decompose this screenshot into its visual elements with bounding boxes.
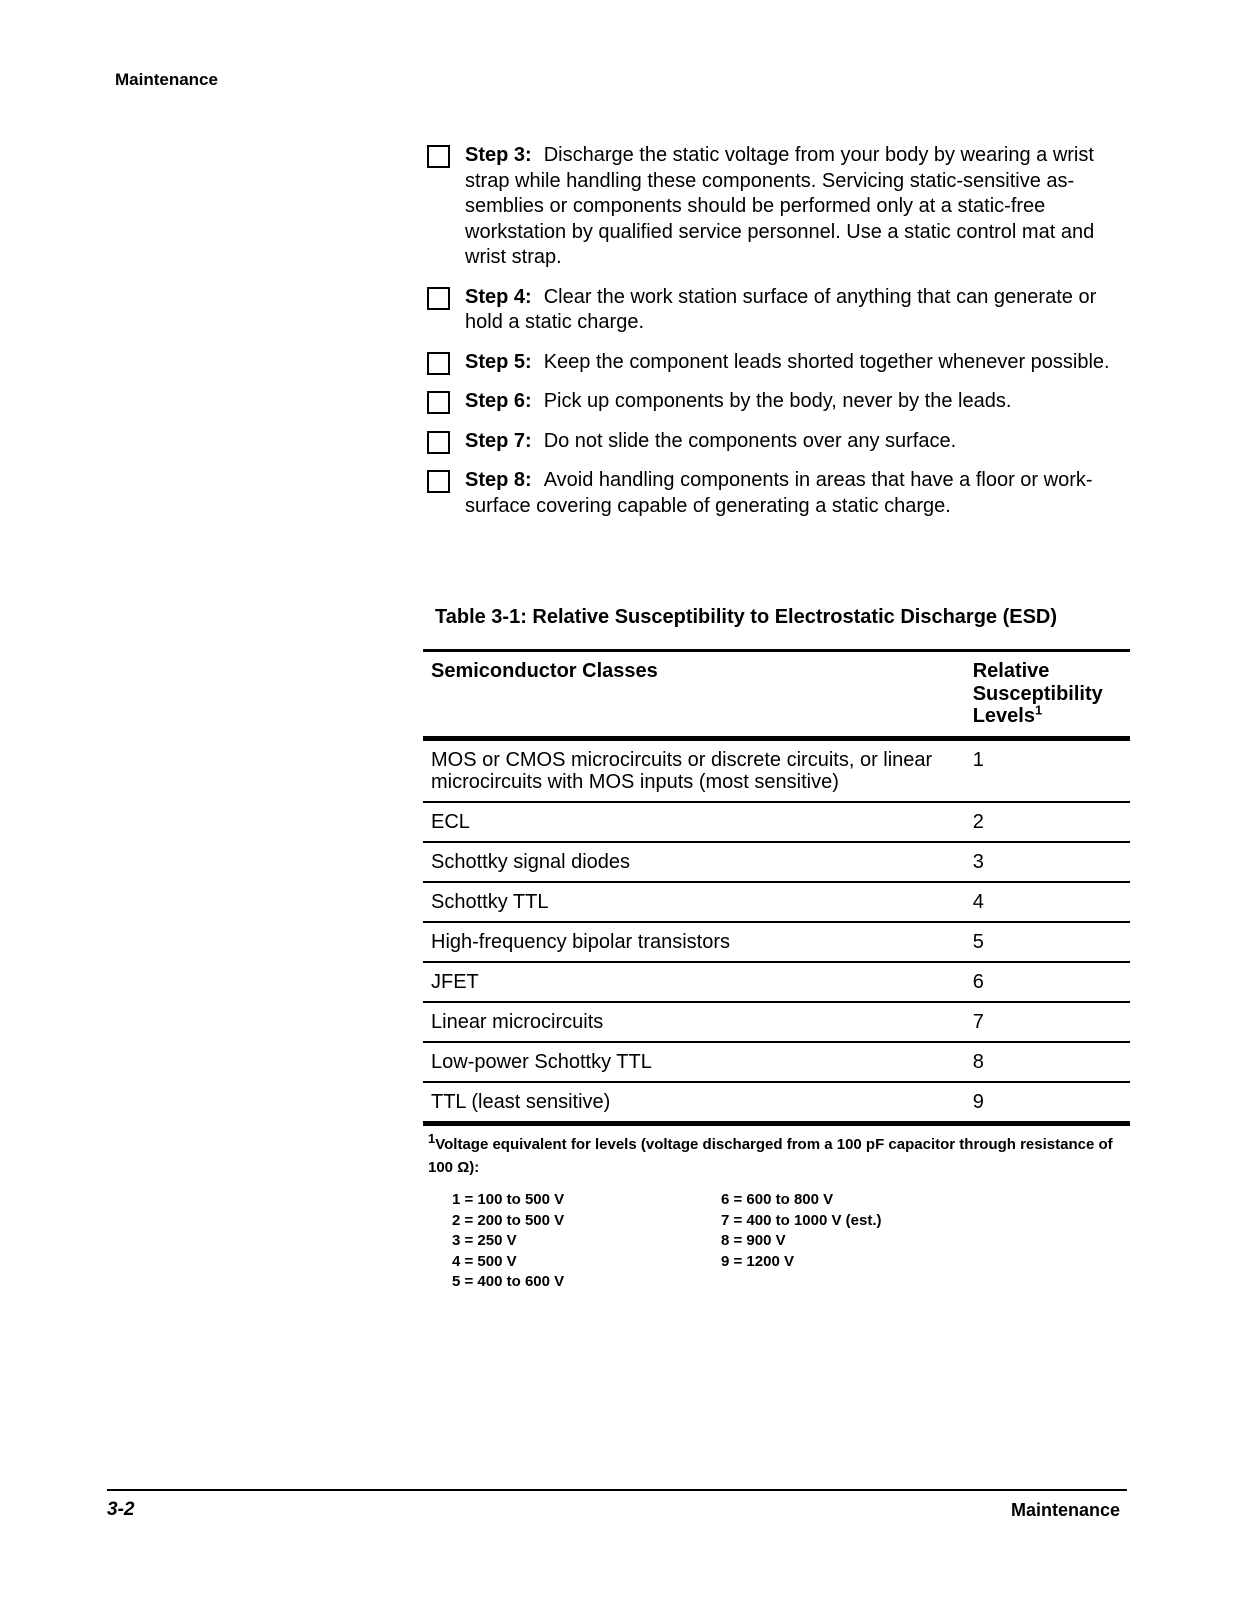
footer-section-title: Maintenance	[1010, 1500, 1120, 1520]
footer-divider	[107, 1489, 1127, 1491]
voltage-legend-left	[452, 1190, 564, 1293]
level-cell: 9	[965, 1082, 1130, 1124]
table-row	[423, 1082, 1130, 1124]
step-text: Clear the work station surface of anything that can generate or hold a static charge.	[465, 285, 1097, 333]
header-susceptibility-levels	[965, 651, 1130, 739]
voltage-entry: 1 = 100 to 500 V	[452, 1191, 565, 1208]
checkbox-icon[interactable]	[427, 145, 450, 168]
table-row	[423, 962, 1130, 1002]
checkbox-icon[interactable]	[427, 431, 450, 454]
checkbox-icon[interactable]	[427, 470, 450, 493]
footnote-marker: 1	[1034, 702, 1043, 718]
step-label: Step 6:	[465, 390, 532, 412]
voltage-legend-right	[721, 1190, 882, 1272]
voltage-entry: 5 = 400 to 600 V	[452, 1273, 565, 1290]
step-item	[427, 350, 1117, 376]
step-item	[427, 389, 1117, 415]
voltage-entry: 8 = 900 V	[721, 1232, 786, 1249]
table-row	[423, 1002, 1130, 1042]
class-cell: Low-power Schottky TTL	[423, 1042, 965, 1082]
step-label: Step 4:	[465, 285, 532, 308]
step-item	[427, 468, 1117, 519]
step-text: Avoid handling components in areas that have a floor or worksurface covering capable of generating a static charge.	[465, 469, 1093, 517]
page-number: 3-2	[107, 1499, 135, 1520]
class-cell: Schottky signal diodes	[423, 842, 965, 882]
footnote-text: Voltage equivalent for levels (voltage discharged from a 100 pF capacitor through resistance of 100 Ω):	[428, 1136, 1113, 1176]
level-cell: 4	[965, 882, 1130, 922]
table-footnote	[428, 1133, 1128, 1179]
level-cell: 5	[965, 922, 1130, 962]
table-row	[423, 842, 1130, 882]
running-head: Maintenance	[115, 70, 218, 89]
level-cell: 3	[965, 842, 1130, 882]
class-cell: MOS or CMOS microcircuits or discrete circuits, or linear microcircuits with MOS inputs (most sensitive)	[423, 738, 965, 802]
step-label: Step 7:	[465, 429, 532, 452]
class-cell: High-frequency bipolar transistors	[423, 922, 965, 962]
header-semiconductor-classes: Semiconductor Classes	[431, 660, 658, 682]
class-cell: Linear microcircuits	[423, 1002, 965, 1042]
voltage-entry: 6 = 600 to 800 V	[721, 1191, 834, 1208]
voltage-entry: 2 = 200 to 500 V	[452, 1211, 565, 1229]
level-cell: 1	[965, 738, 1130, 802]
table-row	[423, 922, 1130, 962]
step-text: Pick up components by the body, never by the leads.	[543, 390, 1012, 412]
step-list	[427, 143, 1117, 533]
step-text: Keep the component leads shorted together whenever possible.	[543, 350, 1110, 373]
class-cell: TTL (least sensitive)	[423, 1082, 965, 1124]
table-row	[423, 738, 1130, 802]
header-level-line3: Levels	[972, 705, 1035, 727]
footnote-number: 1	[428, 1131, 436, 1146]
class-cell: ECL	[423, 802, 965, 842]
esd-table	[423, 649, 1130, 1126]
class-cell: Schottky TTL	[423, 882, 965, 922]
step-label: Step 5:	[465, 350, 532, 373]
header-level-line2: Susceptibility	[972, 682, 1103, 705]
checkbox-icon[interactable]	[427, 352, 450, 375]
step-item	[427, 143, 1117, 271]
level-cell: 7	[965, 1002, 1130, 1042]
voltage-entry: 3 = 250 V	[452, 1232, 517, 1249]
voltage-entry: 9 = 1200 V	[721, 1252, 794, 1270]
table-row	[423, 1042, 1130, 1082]
table-title: Table 3-1: Relative Susceptibility to Electrostatic Discharge (ESD)	[435, 606, 1058, 628]
step-text: Do not slide the components over any surface.	[543, 429, 957, 452]
voltage-entry: 4 = 500 V	[452, 1252, 517, 1270]
table-row	[423, 802, 1130, 842]
level-cell: 6	[965, 962, 1130, 1002]
step-item	[427, 285, 1117, 336]
level-cell: 2	[965, 802, 1130, 842]
checkbox-icon[interactable]	[427, 391, 450, 414]
step-text: Discharge the static voltage from your body by wearing a wrist strap while handling these components. Servicing static-sensitive assemblies or components should be performed only at a static-free workstation by qualified service personnel. Use a static control mat and wrist strap.	[465, 144, 1095, 268]
table-row	[423, 882, 1130, 922]
table-header-row	[423, 651, 1130, 739]
header-level-line1: Relative	[972, 660, 1050, 682]
voltage-entry: 7 = 400 to 1000 V (est.)	[721, 1211, 882, 1229]
checkbox-icon[interactable]	[427, 287, 450, 310]
step-label: Step 3:	[465, 144, 532, 166]
class-cell: JFET	[423, 962, 965, 1002]
step-item	[427, 429, 1117, 455]
step-label: Step 8:	[465, 469, 532, 491]
level-cell: 8	[965, 1042, 1130, 1082]
